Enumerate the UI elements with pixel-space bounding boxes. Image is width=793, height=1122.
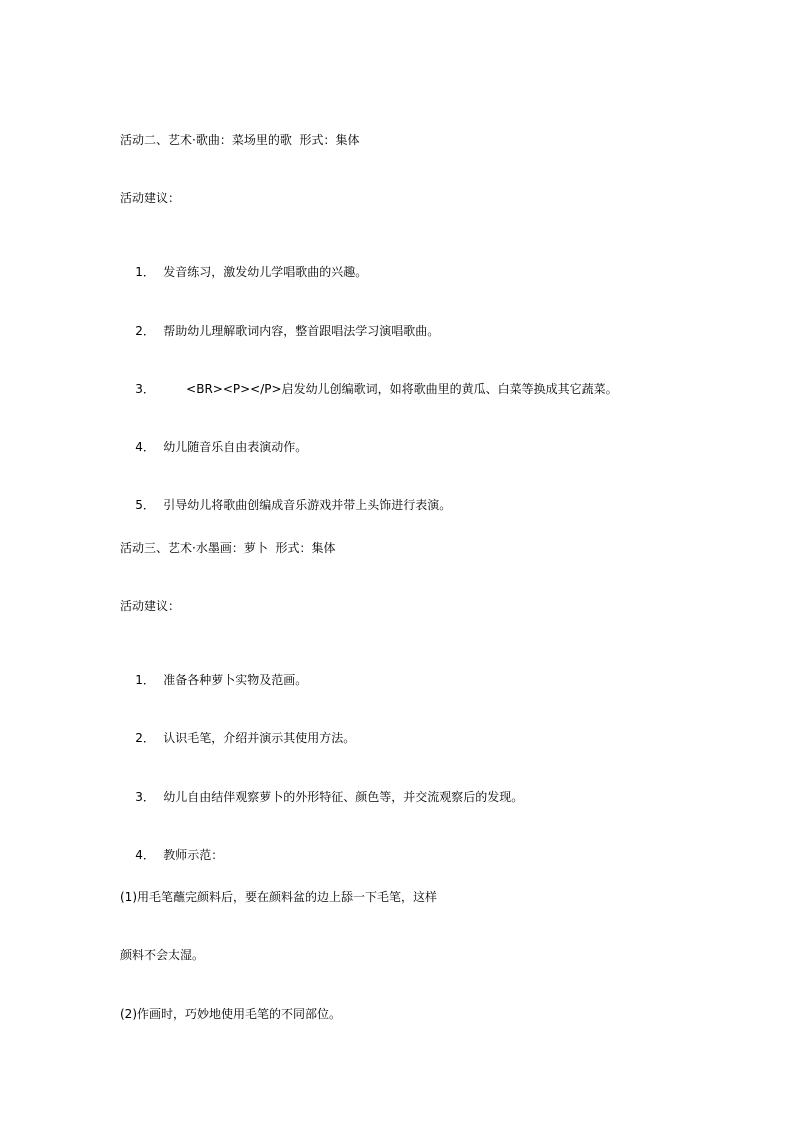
item-number: 2．: [135, 324, 155, 338]
activity2-suggestions-label: 活动建议：: [120, 191, 181, 205]
item-text: <BR><P></P>启发幼儿创编歌词，如将歌曲里的黄瓜、白菜等换成其它蔬菜。: [163, 382, 618, 396]
activity2-item-1: [120, 248, 368, 279]
item-text: 认识毛笔，介绍并演示其使用方法。: [163, 731, 356, 745]
item-text: 准备各种萝卜实物及范画。: [163, 673, 308, 687]
activity2-heading: 活动二、艺术·歌曲：菜场里的歌 形式：集体: [120, 133, 360, 147]
item-number: 1．: [135, 673, 155, 687]
item-number: 4．: [135, 848, 155, 862]
activity2-item-4: [120, 423, 308, 454]
item-text: 幼儿随音乐自由表演动作。: [163, 440, 308, 454]
item-text: 引导幼儿将歌曲创编成音乐游戏并带上头饰进行表演。: [163, 498, 452, 512]
activity3-item-2: [120, 714, 356, 745]
item-number: 1．: [135, 265, 155, 279]
item-number: 4．: [135, 440, 155, 454]
item-number: 2．: [135, 731, 155, 745]
activity3-item-4: [120, 831, 224, 862]
activity3-item-3: [120, 773, 524, 804]
note-2: (2)作画时，巧妙地使用毛笔的不同部位。: [120, 1007, 341, 1021]
activity2-item-5: [120, 481, 452, 512]
activity3-suggestions-label: 活动建议：: [120, 599, 181, 613]
item-text: 教师示范：: [163, 848, 224, 862]
item-number: 3．: [135, 382, 155, 396]
note-1-line-b: 颜料不会太湿。: [120, 948, 205, 962]
item-text: 帮助幼儿理解歌词内容，整首跟唱法学习演唱歌曲。: [163, 324, 440, 338]
activity3-item-1: [120, 656, 308, 687]
item-number: 3．: [135, 790, 155, 804]
activity3-heading: 活动三、艺术·水墨画：萝卜 形式：集体: [120, 541, 336, 555]
item-text: 幼儿自由结伴观察萝卜的外形特征、颜色等，并交流观察后的发现。: [163, 790, 524, 804]
note-1-line-a: (1)用毛笔蘸完颜料后，要在颜料盆的边上舔一下毛笔，这样: [120, 890, 438, 904]
item-number: 5．: [135, 498, 155, 512]
item-text: 发音练习，激发幼儿学唱歌曲的兴趣。: [163, 265, 368, 279]
activity2-item-2: [120, 307, 440, 338]
activity2-item-3: [120, 365, 618, 396]
